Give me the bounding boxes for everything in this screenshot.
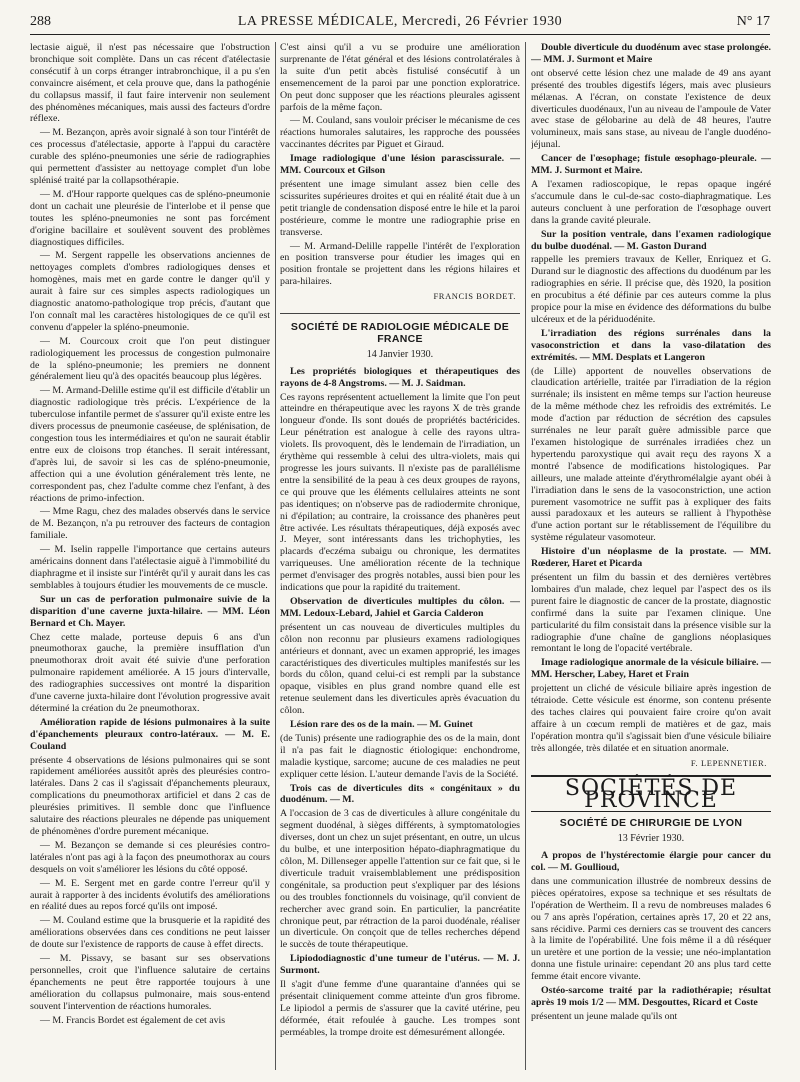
column-1 bbox=[30, 42, 270, 1074]
paragraph: présentent un jeune malade qu'ils ont bbox=[531, 1010, 678, 1022]
paragraph: — M. Couland, sans vouloir préciser le mécanisme de ces réactions humorales salutaires, les rapproche des poussées vaccinantes décrites par Piguet et Giraud. bbox=[280, 115, 520, 151]
article-title: Cancer de l'œsophage; fistule œsophago-pleurale. — MM. J. Surmont et Maire. bbox=[531, 153, 771, 177]
article-title: Lipiododiagnostic d'une tumeur de l'utérus. — M. J. Surmont. bbox=[280, 953, 520, 977]
paragraph: — M. Armand-Delille rappelle l'intérêt de l'exploration en position transverse pour étudier les images qui en position frontale se projettent dans les régions hilaires et para-hilaires. bbox=[280, 240, 520, 288]
signature: FRANCIS BORDET. bbox=[433, 291, 516, 302]
society-heading: SOCIÉTÉ DE CHIRURGIE DE LYON bbox=[559, 817, 743, 830]
article-title: L'irradiation des régions surrénales dans la vasoconstriction et dans la vaso-dilatation des extrémités. — MM. Desplats et Langeron bbox=[531, 327, 771, 363]
article-title: Amélioration rapide de lésions pulmonaires à la suite d'épanchements pleuraux contro-latéraux. — M. E. Couland bbox=[30, 716, 270, 752]
paragraph: Il s'agit d'une femme d'une quarantaine d'années qui se présentait cliniquement comme atteinte d'un gros fibrome. Le lipiodol a permis de s'assurer que la cavité utérine, peu déformée, était refoulée à gauche. Les trompes sont perméables, la trompe droite est démesurément allongée. bbox=[280, 979, 520, 1038]
paragraph: — Mme Ragu, chez des malades observés dans le service de M. Bezançon, n'a pu retrouver des facteurs de contagion familiale. bbox=[30, 506, 270, 542]
article-title: A propos de l'hystérectomie élargie pour cancer du col. — M. Goullioud, bbox=[531, 850, 771, 873]
paragraph: Ces rayons représentent actuellement la limite que l'on peut atteindre en thérapeutique avec les rayons X de très grande longueur d'onde. Ils sont doués de propriétés bactéricides. Leur pénétration est analogue à celle des rayons ultra-violets. Ils provoquent, dès le lendemain de l'irradiation, un érythème qui ressemble à celui des ultra-violets, mais qui progresse les jours suivants. Il n'existe pas de parallélisme entre la sensibilité de la peau à ces deux groupes de rayons, ce qui prouve que les éléments cellulaires atteints ne sont pas identiques; on n'observe pas de radiodermite chronique, ni d'épilation; au contraire, la croissance des phanères peut être activée. Les résultats thérapeutiques, déjà exposés avec J. Meyer, sont intéressants dans les trichophyties, les placards d'eczéma subaigu ou chronique, les dermatites varriqueuses. Une amélioration récente de la technique permet d'envisager des progrès notables, aussi bien pour les indications que pour la rapidité du traitement. bbox=[280, 391, 520, 594]
paragraph: — M. Francis Bordet est également de cet avis bbox=[40, 1014, 226, 1026]
paragraph: A l'examen radioscopique, le repas opaque ingéré s'accumule dans le cul-de-sac costo-diaphragmatique. Les auteurs concluent à une perforation de l'œsophage ouvert dans la grande cavité pleurale. bbox=[531, 178, 771, 226]
paragraph: — M. d'Hour rapporte quelques cas de spléno-pneumonie dont un cachait une pleurésie de l'interlobe et il pense que toutes les spléno-pneumonies ne sont pas forcément d'origine bacillaire et soulèvent souvent des problèmes diagnostiques difficiles. bbox=[30, 188, 270, 248]
session-date: 13 Février 1930. bbox=[617, 833, 685, 845]
paragraph: (de Tunis) présente une radiographie des os de la main, dont il n'a pas fait le diagnostic étiologique: enchondrome, maladie kystique, sarcome; aucune de ces maladies ne peut expliquer cette lésion. L'auteur demande l'avis de la Société. bbox=[280, 732, 520, 780]
paragraph: (de Lille) apportent de nouvelles observations de claudication artérielle, traitée par l'irradiation de la région surrénale; ils insistent en même temps sur l'action heureuse de la même méthode chez les refroidis des extrémités. Le mode d'action par réduction de sécrétion des capsules surrénales ne leur paraît guère admissible parce que l'examen histologique de surrénales irradiées chez un hypertendu paroxystique qui avait reçu des rayons X a montré l'absence de modifications histologiques. Par ailleurs, une malade atteinte d'érythromélalgie ayant obéi à l'irradiation dans le sens de la vasoconstriction, une action purement vasomotrice ne suffit pas à expliquer des faits aussi paradoxaux et les auteurs se rallient à l'hypothèse d'une action portant sur le rétablissement de l'équilibre du système régulateur vasomoteur. bbox=[531, 365, 771, 544]
paragraph: — M. Bezançon se demande si ces pleurésies contro-latérales n'ont pas agi à la façon des pneumothorax au cours desquels on voit s'améliorer les lésions du côté opposé. bbox=[30, 839, 270, 875]
paragraph: — M. Iselin rappelle l'importance que certains auteurs américains donnent dans l'atélectasie aiguë à l'immobilité du diaphragme et il insiste sur l'intérêt qu'il y aurait dans les cas semblables à toujours étudier les mouvements de ce muscle. bbox=[30, 544, 270, 591]
column-2 bbox=[280, 42, 520, 1074]
paragraph: dans une communication illustrée de nombreux dessins de pièces opératoires, expose sa technique et ses résultats de l'opération de Wertheim. Il a revu de nombreuses malades 6 ou 7 ans après l'opération, certaines après 17, 20 et 22 ans, sans récidive. Parmi ces derniers cas se trouvent des cancers à la limite de l'opérabilité. Une fois même il a dû réséquer un uretère et une portion de la vessie; une néo-implantation donna une fistule urinaire: cependant 20 ans plus tard cette femme était encore vivante. bbox=[531, 875, 771, 983]
paragraph: — M. Sergent rappelle les observations anciennes de nettoyages complets d'ombres radiologiques denses et homogènes, mais met en garde contre le danger qu'il y aurait à faire sur ces simples aspects radiologiques un diagnostic anatomo-pathologique trop précis, d'autant que l'on connaît mal les caractères histologiques de ce qu'il est convenu d'appeler la spléno-pneumonie. bbox=[30, 250, 270, 333]
header-rule bbox=[30, 34, 770, 35]
paragraph: — M. E. Sergent met en garde contre l'erreur qu'il y aurait à rapporter à des incidents évolutifs des améliorations en réalité dues au repos forcé qu'ils ont imposé. bbox=[30, 877, 270, 913]
paragraph: — M. Pissavy, se basant sur ses observations personnelles, croit que l'influence salutaire de certains épanchements ne peut être rapportée toujours à une amélioration du collapsus pulmonaire, mais sous-entend souvent l'intervention de réactions humorales. bbox=[30, 953, 270, 1012]
paragraph: rappelle les premiers travaux de Keller, Enriquez et G. Durand sur le diagnostic des affections du duodénum par les radiographies en série. Il précise que, dès 1920, la position en procubitus a été définie par ces auteurs comme la plus propice pour la mise en évidence des déformations du bulbe ulcéreux et de la périduodénite. bbox=[531, 254, 771, 325]
paragraph: — M. Bezançon, après avoir signalé à son tour l'intérêt de ces processus d'atélectasie, apporte à l'appui du caractère curable des spléno-pneumonies une série de radiographies qui permettent d'assister au nettoyage complet d'un lobe splénisé traité par la collapsothérapie. bbox=[30, 127, 270, 186]
signature: F. LEPENNETIER. bbox=[690, 757, 767, 768]
society-heading: SOCIÉTÉ DE RADIOLOGIE MÉDICALE DE FRANCE bbox=[280, 313, 520, 346]
paragraph: présentent une image simulant assez bien celle des scissurites supérieures droites et qui en réalité était due à un petit triangle de condensation disposé entre le hile et la paroi postérieure, comme le montre une radiographie prise en transverse. bbox=[280, 178, 520, 238]
article-title: Double diverticule du duodénum avec stase prolongée. — MM. J. Surmont et Maire bbox=[531, 42, 771, 65]
paragraph: projettent un cliché de vésicule biliaire après ingestion de tétraiode. Cette vésicule est énorme, son contenu présente des taches claires qui pouvaient faire croire qu'on avait affaire à un cœcum rempli de matières et de gaz, mais l'opération montra qu'il s'agissait bien d'une vésicule biliaire très allongée, très dilatée et en situation anormale. bbox=[531, 683, 771, 754]
article-title: Sur la position ventrale, dans l'examen radiologique du bulbe duodénal. — M. Gaston Durand bbox=[531, 228, 771, 252]
paragraph: — M. Armand-Delille estime qu'il est difficile d'établir un diagnostic radiologique très précis. L'expérience de la tuberculose infantile permet de s'assurer qu'il existe entre les divers processus de pneumonie caséeuse, de splénisation, de congestion tous les intermédiaires et qu'on ne saurait établir entre eux de cloisons trop étanches. Il serait intéressant, d'après lui, de savoir si les cas de spléno-pneumonie, affection qui a une évolution généralement très lente, ne correspondent pas, chez l'adulte comme chez l'enfant, à des réactions de primo-infection. bbox=[30, 385, 270, 504]
journal-title: LA PRESSE MÉDICALE, Mercredi, 26 Février 1930 bbox=[237, 14, 563, 29]
article-title: Lésion rare des os de la main. — M. Guinet bbox=[290, 719, 473, 731]
paragraph: — M. Courcoux croit que l'on peut distinguer radiologiquement les processus de congestion pulmonaire de la spléno-pneumonie; les premiers ne donnent généralement lieu qu'à des opacités beaucoup plus légères. bbox=[30, 335, 270, 383]
paragraph: — M. Couland estime que la brusquerie et la rapidité des améliorations observées dans ces conditions ne peut laisser de doute sur l'existence de rapports de cause à effet directs. bbox=[30, 915, 270, 951]
article-title: Histoire d'un néoplasme de la prostate. — MM. Rœderer, Haret et Picarda bbox=[531, 546, 771, 570]
paragraph: lectasie aiguë, il n'est pas nécessaire que l'obstruction bronchique soit complète. Dans un cas récent d'atélectasie consécutif à un corps étranger intrabronchique, il a pu s'en convaincre aisément, et cela prouve que, dans la pathogénie du collapsus massif, il faut faire intervenir non seulement des phénomènes mécaniques, mais aussi des facteurs d'ordre réflexe. bbox=[30, 42, 270, 125]
session-date: 14 Janvier 1930. bbox=[366, 348, 434, 360]
column-divider bbox=[275, 42, 276, 1070]
paragraph: ont observé cette lésion chez une malade de 49 ans ayant présenté des troubles digestifs légers, mais avec plusieurs mélænas. A l'écran, on constate l'existence de deux diverticules duodénaux, l'un au niveau de l'ampoule de Vater avec stase de gélobarine au delà de 48 heures, l'autre volumineux, mais sans stase, au niveau de l'angle duodéno-jéjunal. bbox=[531, 67, 771, 151]
article-title: Image radiologique d'une lésion parascissurale. — MM. Courcoux et Gilson bbox=[280, 153, 520, 177]
paragraph: présente 4 observations de lésions pulmonaires qui se sont rapidement améliorées aussitôt après des pleurésies contro-latérales. Dans 2 cas il s'agissait d'épanchements pleuraux, complications du pneumothorax artificiel et dans 2 cas de pleurésies primitives. Il semble donc que l'influence salutaire des réactions pleurales ne dépende pas uniquement de phénomènes d'ordre purement mécanique. bbox=[30, 754, 270, 837]
issue-number: N° 17 bbox=[736, 14, 770, 29]
paragraph: Chez cette malade, porteuse depuis 6 ans d'un pneumothorax gauche, la première insufflation d'un pneumothorax droit avait été suivie d'une perforation pulmonaire rapidement améliorée. A 15 jours d'intervalle, des radiographies successives ont montré la disparition d'une caverne juxta-hilaire dont l'évolution progressive avait déterminé la création du 2e pneumothorax. bbox=[30, 631, 270, 714]
article-title: Les propriétés biologiques et thérapeutiques des rayons de 4-8 Angstroms. — M. J. Saidman. bbox=[280, 365, 520, 389]
section-banner: SOCIÉTÉS DE PROVINCE bbox=[531, 775, 771, 807]
column-3 bbox=[531, 42, 771, 1074]
page-number: 288 bbox=[30, 14, 51, 29]
column-divider bbox=[525, 42, 526, 1070]
article-title: Image radiologique anormale de la vésicule biliaire. — MM. Herscher, Labey, Haret et Frain bbox=[531, 657, 771, 681]
paragraph: A l'occasion de 3 cas de diverticules à allure congénitale du segment duodénal, à sièges différents, à symptomatologies diverses, dont un chez un sujet présentant, en outre, un ulcus du bulbe, et une interposition hépato-diaphragmatique du côlon, M. Dillenseger appelle l'attention sur ce fait que, si le diverticule traduit vraisemblablement une prédisposition congénitale, sa production peut s'expliquer par des lésions ou des troubles fonctionnels du voisinage, qu'il convient de rechercher avec grand soin. En particulier, la pancréatite chronique peut, par rétraction de la paroi duodénale, réaliser un diverticule. On conçoit que de telles recherches dépend le succès de toute thérapeutique. bbox=[280, 808, 520, 951]
article-title: Trois cas de diverticules dits « congénitaux » du duodénum. — M. bbox=[280, 782, 520, 806]
article-title: Ostéo-sarcome traité par la radiothérapie; résultat après 19 mois 1/2 — MM. Desgouttes, Ricard et Coste bbox=[531, 985, 771, 1008]
paragraph: présentent un film du bassin et des dernières vertèbres lombaires d'un malade, chez lequel par l'aspect des os ils purent faire le diagnostic de cancer de la prostate, diagnostic confirmé dans la suite par l'examen clinique. Une particularité du film consistait dans la présence visible sur la radiographie d'une chaîne de ganglions néoplasiques remontant le long de l'opacité vertébrale. bbox=[531, 571, 771, 655]
page-header bbox=[30, 10, 770, 32]
paragraph: présentent un cas nouveau de diverticules multiples du côlon non reconnu par plusieurs examens radiologiques antérieurs et donnant, avec un examen approprié, les images caractéristiques des diverticules multiples manifestés sur les bords du côlon, quand celui-ci est rempli par la substance opaque, visibles en plus grand nombre quand elle est retenue seulement dans les diverticules après évacuation du côlon. bbox=[280, 621, 520, 717]
paragraph: C'est ainsi qu'il a vu se produire une amélioration surprenante de l'état général et des lésions controlatérales à la suite d'un petit abcès fistulisé consécutif à un ensemencement de la paroi par une ponction exploratrice. On peut donc supposer que les réactions pleurales agissent parfois de la même façon. bbox=[280, 42, 520, 113]
article-title: Observation de diverticules multiples du côlon. — MM. Ledoux-Lebard, Jahiel et Garcia Calderon bbox=[280, 595, 520, 619]
article-title: Sur un cas de perforation pulmonaire suivie de la disparition d'une caverne juxta-hilaire. — MM. Léon Bernard et Ch. Mayer. bbox=[30, 593, 270, 629]
